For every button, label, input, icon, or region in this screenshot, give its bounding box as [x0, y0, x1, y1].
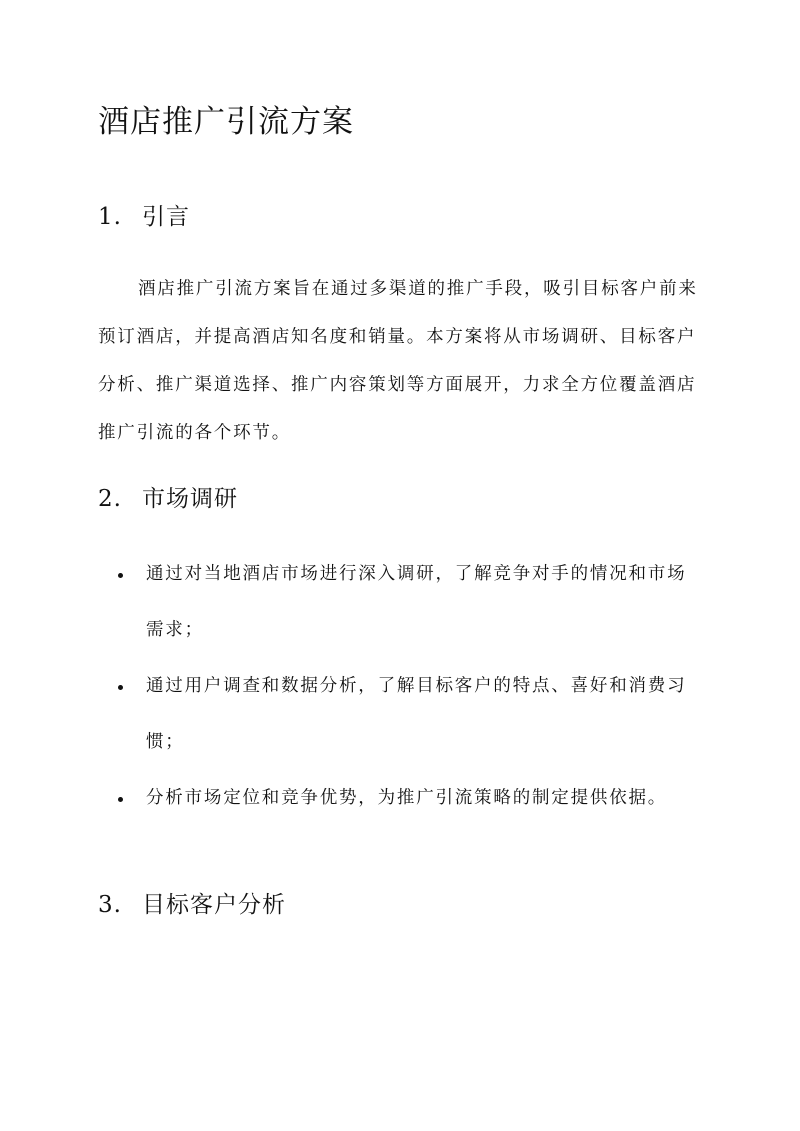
list-item — [118, 658, 698, 770]
section-title: 目标客户分析 — [142, 892, 286, 918]
section-heading-market-research — [98, 480, 238, 513]
list-item — [118, 770, 698, 826]
bullet-icon — [118, 770, 124, 826]
introduction-paragraph: 酒店推广引流方案旨在通过多渠道的推广手段，吸引目标客户前来预订酒店，并提高酒店知名度和销量。本方案将从市场调研、目标客户分析、推广渠道选择、推广内容策划等方面展开，力求全方位覆盖酒店推广引流的各个环节。 — [98, 279, 698, 443]
section-title: 市场调研 — [142, 486, 238, 512]
list-item-text: 通过对当地酒店市场进行深入调研，了解竞争对手的情况和市场需求； — [146, 564, 687, 640]
bullet-icon — [118, 546, 124, 602]
market-research-list — [118, 546, 698, 826]
bullet-icon — [118, 658, 124, 714]
document-title: 酒店推广引流方案 — [98, 104, 354, 140]
list-item-text: 通过用户调查和数据分析，了解目标客户的特点、喜好和消费习惯； — [146, 676, 687, 752]
section-number: 2. — [98, 486, 122, 512]
section-number: 1. — [98, 204, 122, 230]
section-heading-introduction — [98, 198, 190, 231]
section-title: 引言 — [142, 204, 190, 230]
list-item-text: 分析市场定位和竞争优势，为推广引流策略的制定提供依据。 — [146, 788, 668, 808]
section-number: 3. — [98, 892, 122, 918]
section-heading-target-customer — [98, 886, 286, 919]
list-item — [118, 546, 698, 658]
